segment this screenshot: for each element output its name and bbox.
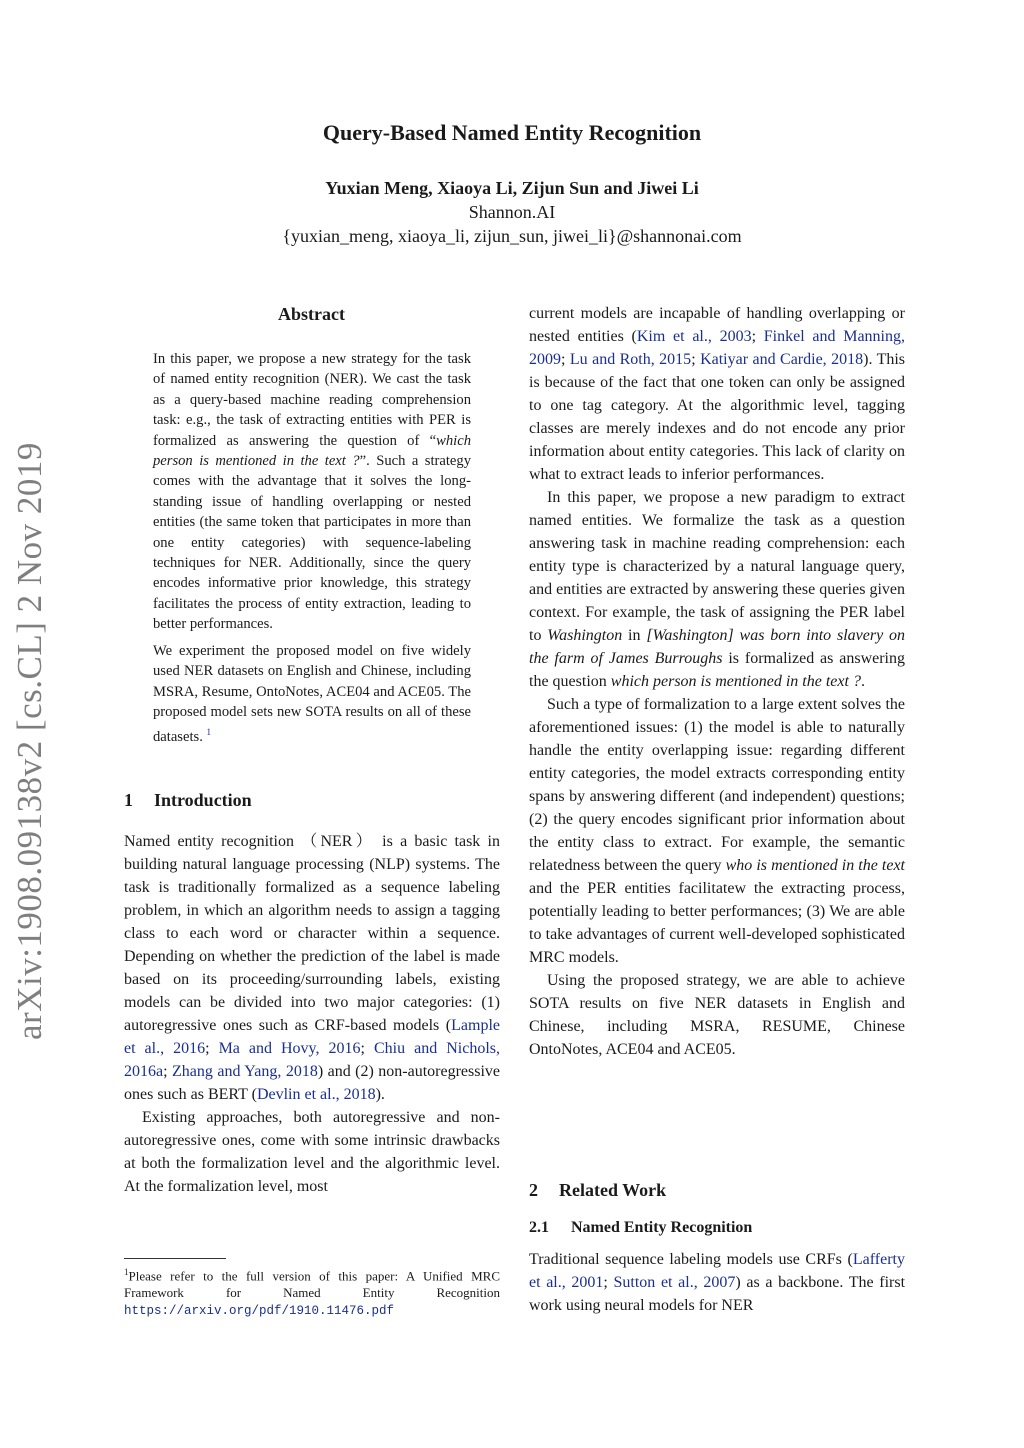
text-run: ) and (2) non-autoregressive ones such as BERT (: [124, 1063, 500, 1103]
body-paragraph: [529, 693, 905, 969]
text-run: ”. Such a strategy comes with the advantage that it solves the long-standing issue of handling overlapping or nested entities (the same token that participates in more than one entity categories) with sequence-labeling techniques for NER. Additionally, since the query encodes informative prior knowledge, this strategy facilitates the process of entity extraction, leading to better performances.: [153, 453, 472, 633]
abstract-paragraph: [153, 641, 471, 748]
subsection-number: 2.1: [529, 1219, 549, 1236]
citation-link[interactable]: Zhang and Yang, 2018: [172, 1063, 318, 1080]
author-emails: {yuxian_meng, xiaoya_li, zijun_sun, jiwei_li}@shannonai.com: [282, 226, 742, 246]
text-run: is formalized as answering the question: [529, 650, 905, 690]
body-paragraph: Using the proposed strategy, we are able to achieve SOTA results on five NER datasets in English and Chinese, including MSRA, RESUME, Chinese OntoNotes, ACE04 and ACE05.: [529, 972, 905, 1058]
text-run: Such a type of formalization to a large extent solves the aforementioned issues: (1) the model is able to naturally handle the entity overlapping issue: regarding different entity categories, the model extracts corresponding entity spans by answering different (and independent) questions; (2) the query encodes significant prior information about the entity class to extract. For example, the semantic relatedness between the query: [529, 696, 905, 874]
citation-link[interactable]: Finkel and Manning, 2009: [529, 328, 905, 368]
text-run: ;: [163, 1063, 173, 1080]
section-number: 2: [529, 1180, 538, 1200]
example-question: which person is mentioned in the text ?: [610, 673, 861, 690]
text-run: In this paper, we propose a new strategy for the task of named entity recognition (NER). We cast the task as a query-based machine reading comprehension task: e.g., the task of extracting entities with: [153, 351, 471, 429]
footnote-number: 1: [124, 1267, 129, 1277]
paper-title: Query-Based Named Entity Recognition: [322, 120, 702, 145]
text-run: ;: [691, 351, 701, 368]
text-run: Named entity recognition （NER） is a basic task in building natural language processing (NLP) systems. The task is traditionally formalized as a sequence labeling problem, in which an algorithm needs to assign a tagging class to each word or character within a sequence. Depending on whether the prediction of the label is made based on its proceeding/surrounding labels, existing models can be divided into two major categories: (1) autoregressive ones such as CRF-based models (: [124, 833, 500, 1034]
citation-link[interactable]: Kim et al., 2003: [636, 328, 752, 345]
citation-link[interactable]: Lu and Roth, 2015: [569, 351, 692, 368]
citation-link[interactable]: Katiyar and Cardie, 2018: [700, 351, 864, 368]
example-question: which person is mentioned in the text ?: [153, 432, 471, 470]
text-run: We experiment the proposed model on five widely used NER datasets on English and Chinese, including MSRA, Resume, OntoNotes, ACE04 and ACE05. The proposed model sets new SOTA results on all of these datasets.: [153, 642, 471, 746]
text-run: ). This is because of the fact that one token can only be assigned to one tag category. At the algorithmic level, tagging classes are merely indexes and do not encode any prior information about entity categories. This lack of clarity on what to extract leads to inferior performances.: [529, 351, 906, 483]
affiliation: Shannon.AI: [468, 202, 556, 222]
abstract-heading: Abstract: [278, 304, 345, 324]
right-column-body: [529, 302, 905, 1061]
text-run: ;: [360, 1040, 374, 1057]
citation-link[interactable]: Ma and Hovy, 2016: [218, 1040, 361, 1057]
citation-link[interactable]: Chiu and Nichols, 2016a: [124, 1040, 500, 1080]
abstract-paragraph: [153, 349, 471, 635]
text-run: ;: [751, 328, 764, 345]
text-run: Traditional sequence labeling models use CRFs (: [529, 1251, 853, 1268]
section-title: Introduction: [154, 790, 252, 810]
example-entity: Washington: [547, 627, 623, 644]
text-run: ;: [561, 351, 570, 368]
text-run: ;: [603, 1274, 614, 1291]
footnote-url-link[interactable]: https://arxiv.org/pdf/1910.11476.pdf: [124, 1304, 395, 1319]
text-run: and the PER entities facilitatew the extracting process, potentially leading to better performances; (3) We are able to take advantages of current well-developed sophisticated MRC models.: [529, 880, 905, 966]
related-work-body: [529, 1248, 905, 1317]
text-run: Please refer to the full version of this paper: A Unified MRC Framework for Named Entity Recognition: [124, 1268, 500, 1301]
body-paragraph: [529, 486, 905, 693]
text-run: ) as a backbone. The first work using neural models for NER: [529, 1274, 906, 1314]
citation-link[interactable]: Lafferty et al., 2001: [529, 1251, 905, 1291]
footnote: [124, 1264, 500, 1320]
body-paragraph: [124, 830, 500, 1106]
body-paragraph: Existing approaches, both autoregressive and non-autoregressive ones, come with some intrinsic drawbacks at both the formalization level and the algorithmic level. At the formalization level, most: [124, 1109, 500, 1195]
section-number: 1: [124, 790, 133, 810]
text-run: ;: [205, 1040, 219, 1057]
body-paragraph: [529, 302, 905, 486]
text-run: In this paper, we propose a new paradigm to extract named entities. We formalize the task as a question answering task in machine reading comprehension: each entity type is characterized by a natural language query, and entities are extracted by answering these queries given context. For example, the task of assigning the PER label to: [529, 489, 905, 644]
subsection-heading-ner: [529, 1219, 752, 1237]
per-label: PER: [429, 412, 456, 429]
subsection-title: Named Entity Recognition: [571, 1219, 753, 1236]
text-run: is formalized as answering the question of “: [153, 412, 472, 449]
arxiv-identifier-stamp: arXiv:1908.09138v2 [cs.CL] 2 Nov 2019: [10, 442, 49, 1040]
author-list: Yuxian Meng, Xiaoya Li, Zijun Sun and Jiwei Li: [325, 178, 699, 198]
section-heading-related-work: [529, 1180, 666, 1201]
footnote-divider: [124, 1258, 226, 1259]
citation-link[interactable]: Sutton et al., 2007: [613, 1274, 736, 1291]
section-title: Related Work: [559, 1180, 667, 1200]
body-paragraph: [529, 1248, 905, 1317]
example-sentence: [Washington] was born into slavery on the farm of James Burroughs: [529, 627, 905, 667]
text-run: current models are incapable of handling overlapping or nested entities (: [529, 305, 905, 345]
text-run: .: [860, 673, 865, 690]
abstract-body: [153, 349, 471, 754]
section-heading-introduction: [124, 790, 252, 811]
footnote-marker-link[interactable]: 1: [206, 727, 212, 738]
citation-link[interactable]: Devlin et al., 2018: [256, 1086, 376, 1103]
introduction-body: [124, 830, 500, 1198]
citation-link[interactable]: Lample et al., 2016: [124, 1017, 500, 1057]
example-query: who is mentioned in the text: [725, 857, 905, 874]
text-run: in: [622, 627, 647, 644]
text-run: ).: [375, 1086, 385, 1103]
